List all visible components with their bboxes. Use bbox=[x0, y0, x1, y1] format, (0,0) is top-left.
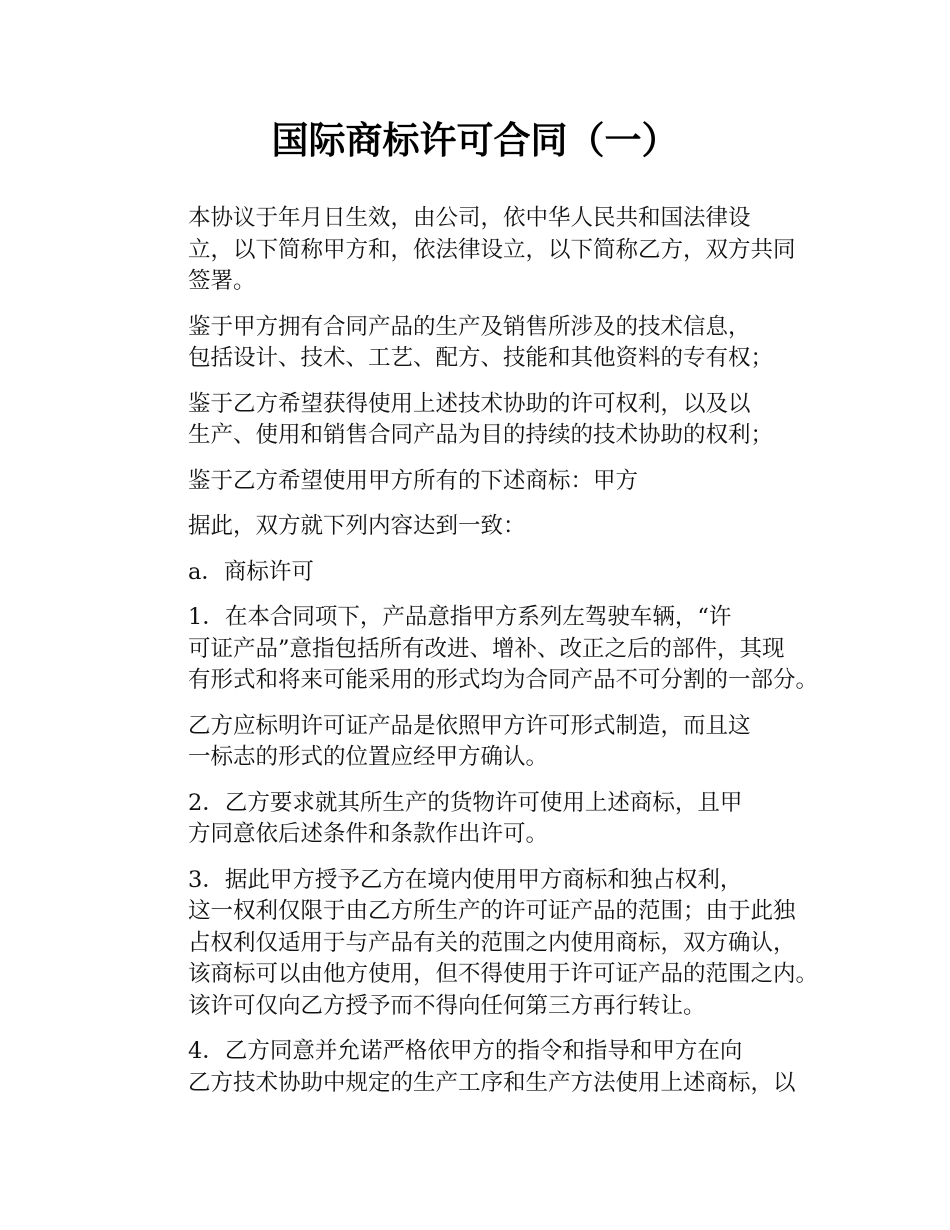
paragraph-line: 1．在本合同项下，产品意指甲方系列左驾驶车辆，“许 bbox=[188, 604, 732, 630]
paragraph-line: 4．乙方同意并允诺严格依甲方的指令和指导和甲方在向 bbox=[188, 1038, 743, 1064]
clause-2 bbox=[143, 788, 833, 851]
paragraph-line: 鉴于甲方拥有合同产品的生产及销售所涉及的技术信息， bbox=[188, 313, 751, 340]
paragraph-line: 签署。 bbox=[188, 268, 256, 294]
paragraph-line: 乙方技术协助中规定的生产工序和生产方法使用上述商标，以 bbox=[188, 1069, 796, 1096]
clause-3 bbox=[143, 865, 833, 1023]
paragraph-line: 3．据此甲方授予乙方在境内使用甲方商标和独占权利， bbox=[188, 866, 743, 893]
paragraph-line: 该商标可以由他方使用，但不得使用于许可证产品的范围之内。 bbox=[188, 961, 819, 987]
paragraph-whereas-proprietary bbox=[143, 312, 833, 375]
paragraph-line: 有形式和将来可能采用的形式均为合同产品不可分割的一部分。 bbox=[188, 667, 819, 693]
paragraph-line: 这一权利仅限于由乙方所生产的许可证产品的范围；由于此独 bbox=[188, 898, 796, 924]
clause-4 bbox=[143, 1036, 833, 1099]
paragraph-line: 本协议于年月日生效，由公司，依中华人民共和国法律设 bbox=[188, 205, 751, 231]
paragraph-line: 占权利仅适用于与产品有关的范围之内使用商标，双方确认， bbox=[188, 929, 796, 956]
clause-1-marking bbox=[143, 711, 833, 774]
document-body bbox=[143, 203, 833, 1113]
paragraph-whereas-assistance bbox=[143, 389, 833, 452]
clause-1 bbox=[143, 602, 833, 697]
paragraph-line: 鉴于乙方希望使用甲方所有的下述商标：甲方 bbox=[188, 467, 639, 494]
section-heading-trademark-license bbox=[143, 557, 833, 589]
paragraph-whereas-trademark bbox=[143, 466, 833, 498]
paragraph-line: 方同意依后述条件和条款作出许可。 bbox=[188, 821, 549, 847]
paragraph-agreement bbox=[143, 511, 833, 543]
paragraph-line: a．商标许可 bbox=[188, 558, 314, 585]
paragraph-line: 该许可仅向乙方授予而不得向任何第三方再行转让。 bbox=[188, 992, 706, 1019]
paragraph-line: 生产、使用和销售合同产品为目的持续的技术协助的权利； bbox=[188, 422, 774, 448]
paragraph-effective-date bbox=[143, 203, 833, 298]
document-title: 国际商标许可合同（一） bbox=[271, 119, 679, 162]
paragraph-line: 可证产品”意指包括所有改进、增补、改正之后的部件，其现 bbox=[188, 635, 785, 662]
paragraph-line: 据此，双方就下列内容达到一致： bbox=[188, 513, 526, 539]
paragraph-line: 立，以下简称甲方和，依法律设立，以下简称乙方，双方共同 bbox=[188, 236, 796, 263]
paragraph-line: 包括设计、技术、工艺、配方、技能和其他资料的专有权； bbox=[188, 345, 774, 371]
paragraph-line: 鉴于乙方希望获得使用上述技术协助的许可权利，以及以 bbox=[188, 390, 751, 417]
paragraph-line: 2．乙方要求就其所生产的货物许可使用上述商标，且甲 bbox=[188, 789, 743, 816]
paragraph-line: 乙方应标明许可证产品是依照甲方许可形式制造，而且这 bbox=[188, 712, 751, 739]
paragraph-line: 一标志的形式的位置应经甲方确认。 bbox=[188, 744, 549, 770]
